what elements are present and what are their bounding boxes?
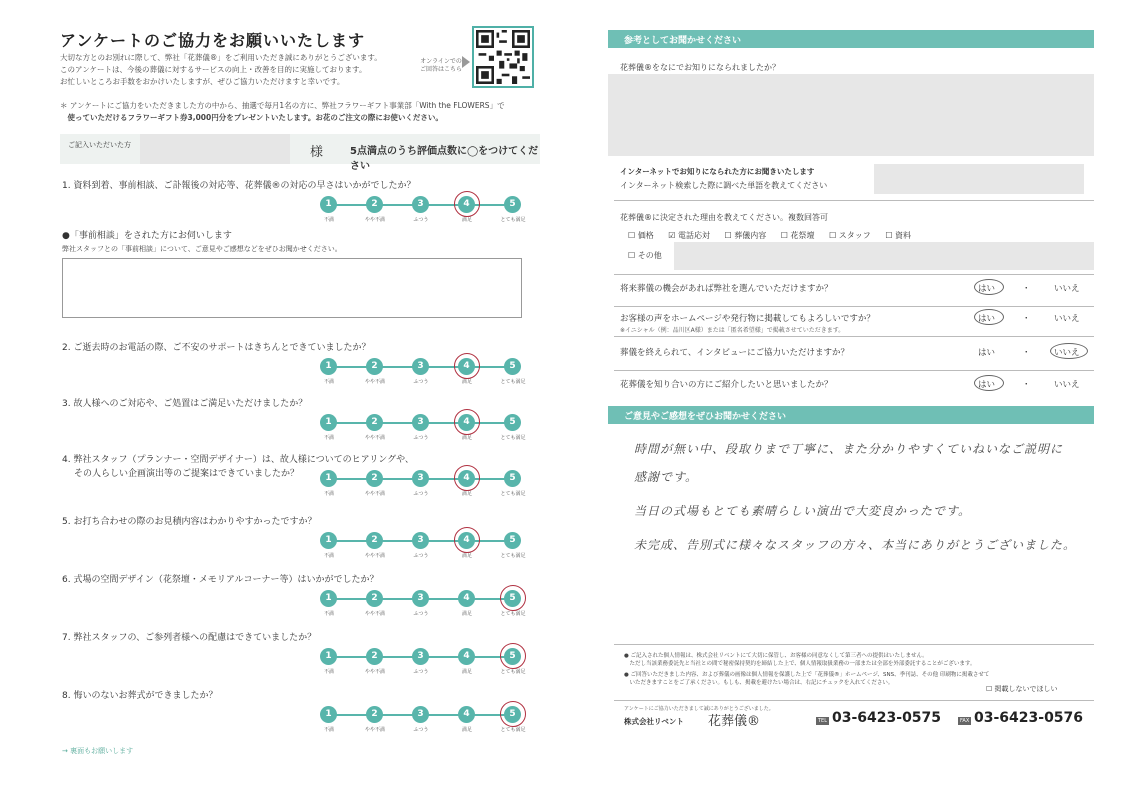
no-option[interactable]: いいえ xyxy=(1054,314,1080,324)
rating-scale xyxy=(320,196,526,226)
rating-instruction: 5点満点のうち評価点数に◯をつけてください xyxy=(350,146,539,172)
yes-option[interactable]: はい xyxy=(978,380,996,390)
rating-option-4[interactable]: 4 xyxy=(458,470,475,487)
internet-heading: インターネットでお知りになられた方にお聞きいたします xyxy=(620,167,815,176)
notice-line: ＊ アンケートにご協力をいただきました方の中から、抽選で毎月1名の方に、弊社フラワーギフト事業部「With the FLOWERS」で xyxy=(60,101,505,110)
rating-option-5[interactable]: 5 xyxy=(504,648,521,665)
rating-option-label: 満足 xyxy=(461,553,472,559)
rating-option-label: とても満足 xyxy=(500,217,526,223)
rating-option-4[interactable]: 4 xyxy=(458,196,475,213)
selected-rating-circle xyxy=(500,701,526,727)
separator: ・ xyxy=(1022,380,1031,390)
reason-other[interactable]: ☐ その他 xyxy=(628,251,662,260)
rating-option-4[interactable]: 4 xyxy=(458,358,475,375)
redacted-search-words[interactable] xyxy=(874,164,1084,194)
lottery-notice xyxy=(60,100,540,124)
rating-option-3[interactable]: 3 xyxy=(412,532,429,549)
question-text: 4. 弊社スタッフ（プランナー・空間デザイナー）は、故人様についてのヒアリングや、 xyxy=(62,455,414,465)
rating-option-1[interactable]: 1 xyxy=(320,414,337,431)
divider xyxy=(614,644,1094,645)
selected-rating-circle xyxy=(500,585,526,611)
qr-caption: オンラインでの ご回答はこちら xyxy=(420,58,463,73)
selected-answer-circle xyxy=(974,279,1004,295)
no-option[interactable]: いいえ xyxy=(1054,380,1080,390)
question-text: 8. 悔いのないお葬式ができましたか？ xyxy=(62,691,218,701)
divider xyxy=(614,274,1094,275)
notice-line: 使っていただけるフラワーギフト券3,000円分をプレゼントいたします。お花のご注文の際にお使いください。 xyxy=(60,113,443,122)
yes-no-question: 将来葬儀の機会があれば弊社を選んでいただけますか？ xyxy=(620,284,833,294)
rating-option-2[interactable]: 2 xyxy=(366,358,383,375)
rating-option-5[interactable]: 5 xyxy=(504,414,521,431)
rating-option-label: とても満足 xyxy=(500,727,526,733)
turn-over-note: → 裏面もお願いします xyxy=(62,747,134,755)
reference-band-title: 参考としてお聞かせください xyxy=(624,36,742,46)
rating-option-3[interactable]: 3 xyxy=(412,470,429,487)
privacy-line: ● ご回答いただきました内容、および葬儀の画像は個人情報を保護した上で「花葬儀®」ホームページ、SNS、季刊誌、その他 印刷物に掲載させて xyxy=(624,672,990,678)
rating-option-label: ふつう xyxy=(413,435,429,441)
rating-option-label: やや不満 xyxy=(364,379,385,385)
rating-option-3[interactable]: 3 xyxy=(412,414,429,431)
selected-rating-circle xyxy=(454,465,480,491)
consultation-prompt: 弊社スタッフとの「事前相談」について、ご意見やご感想などをぜひお聞かせください。 xyxy=(62,245,342,253)
rating-scale xyxy=(320,532,526,562)
intro-line: 大切な方とのお別れに際して、弊社「花葬儀®」をご利用いただき誠にありがとうございます。 xyxy=(60,53,382,62)
rating-option-2[interactable]: 2 xyxy=(366,532,383,549)
rating-option-label: やや不満 xyxy=(364,491,385,497)
do-not-publish-checkbox[interactable]: ☐ 掲載しないでほしい xyxy=(986,685,1058,693)
rating-option-label: 不満 xyxy=(323,727,334,733)
respondent-name-row xyxy=(60,134,540,172)
rating-option-5[interactable]: 5 xyxy=(504,532,521,549)
question-text: 2. ご逝去時のお電話の際、ご不安のサポートはきちんとできていましたか？ xyxy=(62,343,371,353)
rating-scale xyxy=(320,590,526,620)
rating-scale xyxy=(320,414,526,444)
rating-option-2[interactable]: 2 xyxy=(366,706,383,723)
rating-option-label: やや不満 xyxy=(364,217,385,223)
rating-option-label: ふつう xyxy=(413,553,429,559)
yes-no-question: 花葬儀を知り合いの方にご紹介したいと思いましたか？ xyxy=(620,380,833,390)
respondent-label: ご記入いただいた方 xyxy=(68,141,131,149)
redacted-other-reason[interactable] xyxy=(674,242,1094,270)
rating-option-4[interactable]: 4 xyxy=(458,414,475,431)
rating-option-2[interactable]: 2 xyxy=(366,470,383,487)
question-text: 6. 式場の空間デザイン（花祭壇・メモリアルコーナー等）はいかがでしたか？ xyxy=(62,575,379,585)
rating-option-label: 満足 xyxy=(461,435,472,441)
source-question: 花葬儀®をなにでお知りになられましたか？ xyxy=(620,63,780,72)
reason-phone[interactable]: ☑ 電話応対 xyxy=(668,231,710,240)
rating-option-1[interactable]: 1 xyxy=(320,706,337,723)
rating-option-2[interactable]: 2 xyxy=(366,196,383,213)
reason-content[interactable]: ☐ 葬儀内容 xyxy=(724,231,767,240)
rating-option-3[interactable]: 3 xyxy=(412,196,429,213)
privacy-line: いただきますことをご了承ください。もしも、掲載を避けたい場合は、右記にチェックを入れてください。 xyxy=(624,680,894,686)
rating-option-1[interactable]: 1 xyxy=(320,590,337,607)
question-text: 3. 故人様へのご対応や、ご処置はご満足いただけましたか？ xyxy=(62,399,308,409)
yes-no-question: 葬儀を終えられて、インタビューにご協力いただけますか？ xyxy=(620,348,849,358)
fax-number: 03-6423-0576 xyxy=(974,710,1084,726)
rating-option-label: 不満 xyxy=(323,379,334,385)
internet-question: インターネット検索した際に調べた単語を教えてください xyxy=(620,181,828,190)
reference-band xyxy=(608,30,1094,48)
rating-option-label: とても満足 xyxy=(500,491,526,497)
rating-option-3[interactable]: 3 xyxy=(412,706,429,723)
consultation-comment-box[interactable] xyxy=(62,258,522,318)
survey-back-page xyxy=(598,0,1138,800)
comments-band xyxy=(608,406,1094,424)
rating-option-1[interactable]: 1 xyxy=(320,358,337,375)
selected-answer-circle xyxy=(1050,343,1088,359)
arrow-icon xyxy=(462,56,470,68)
rating-option-5[interactable]: 5 xyxy=(504,590,521,607)
rating-option-label: ふつう xyxy=(413,379,429,385)
rating-option-5[interactable]: 5 xyxy=(504,470,521,487)
question-text: 5. お打ち合わせの際のお見積内容はわかりやすかったですか？ xyxy=(62,517,317,527)
rating-option-1[interactable]: 1 xyxy=(320,648,337,665)
intro-line: お忙しいところお手数をおかけいたしますが、ぜひご協力いただけますと幸いです。 xyxy=(60,77,345,86)
redacted-name-field[interactable] xyxy=(140,134,290,164)
rating-option-label: とても満足 xyxy=(500,435,526,441)
reason-price[interactable]: ☐ 価格 xyxy=(628,231,654,240)
rating-option-label: ふつう xyxy=(413,669,429,675)
rating-option-label: 不満 xyxy=(323,217,334,223)
selected-answer-circle xyxy=(974,375,1004,391)
honorific: 様 xyxy=(310,145,324,160)
rating-option-label: 不満 xyxy=(323,553,334,559)
redacted-source-answer[interactable] xyxy=(608,74,1094,156)
rating-option-label: ふつう xyxy=(413,217,429,223)
divider xyxy=(614,306,1094,307)
yes-option[interactable]: はい xyxy=(978,284,996,294)
question-text: 7. 弊社スタッフの、ご参列者様への配慮はできていましたか？ xyxy=(62,633,317,643)
divider xyxy=(614,336,1094,337)
rating-option-5[interactable]: 5 xyxy=(504,358,521,375)
rating-option-1[interactable]: 1 xyxy=(320,532,337,549)
rating-option-2[interactable]: 2 xyxy=(366,590,383,607)
rating-option-2[interactable]: 2 xyxy=(366,648,383,665)
divider xyxy=(614,200,1094,201)
rating-option-1[interactable]: 1 xyxy=(320,470,337,487)
rating-option-label: 満足 xyxy=(461,611,472,617)
handwritten-comment-line: 当日の式場もとても素晴らしい演出で大変良かったです。 xyxy=(634,504,972,518)
phone-number[interactable]: 03-6423-0575 xyxy=(832,710,942,726)
rating-option-label: 不満 xyxy=(323,491,334,497)
privacy-line: ● ご記入された個人情報は、株式会社リベントにて大切に保管し、お客様の同意なくして第三者への提供はいたしません。 xyxy=(624,653,928,659)
divider xyxy=(614,370,1094,371)
rating-scale xyxy=(320,358,526,388)
reason-materials[interactable]: ☐ 資料 xyxy=(885,231,912,240)
comments-band-title: ご意見やご感想をぜひお聞かせください xyxy=(624,412,787,422)
separator: ・ xyxy=(1022,284,1031,294)
separator: ・ xyxy=(1022,348,1031,358)
rating-option-label: 不満 xyxy=(323,435,334,441)
handwritten-comment-line: 感謝です。 xyxy=(634,470,699,484)
yes-no-question: お客様の声をホームページや発行物に掲載してもよろしいですか？ xyxy=(620,314,875,324)
tel-tag: TEL xyxy=(818,718,827,724)
handwritten-comment-line: 時間が無い中、段取りまで丁寧に、また分かりやすくていねいなご説明に xyxy=(634,442,1064,456)
rating-scale xyxy=(320,648,526,678)
rating-option-label: 満足 xyxy=(461,379,472,385)
reason-question: 花葬儀®に決定された理由を教えてください。複数回答可 xyxy=(620,213,828,222)
question-text-cont: その人らしい企画演出等のご提案はできていましたか？ xyxy=(74,469,300,479)
rating-option-3[interactable]: 3 xyxy=(412,648,429,665)
rating-option-label: 満足 xyxy=(461,727,472,733)
reason-checkboxes[interactable] xyxy=(628,230,923,241)
brand-logo: 花葬儀® xyxy=(708,714,761,729)
qr-code[interactable] xyxy=(472,26,534,88)
yes-option[interactable]: はい xyxy=(978,348,996,358)
selected-rating-circle xyxy=(454,191,480,217)
survey-title: アンケートのご協力をお願いいたします xyxy=(60,31,366,50)
rating-option-label: とても満足 xyxy=(500,379,526,385)
fax-tag: FAX xyxy=(960,718,970,724)
rating-option-label: ふつう xyxy=(413,727,429,733)
no-option[interactable]: いいえ xyxy=(1054,284,1080,294)
rating-scale xyxy=(320,470,526,500)
rating-option-label: やや不満 xyxy=(364,553,385,559)
reason-staff[interactable]: ☐ スタッフ xyxy=(829,231,871,240)
survey-front-page xyxy=(20,0,560,800)
rating-option-label: とても満足 xyxy=(500,553,526,559)
rating-option-5[interactable]: 5 xyxy=(504,706,521,723)
privacy-line: ただし当該業務委託先と当社との間で秘密保持契約を締結した上で、個人情報取扱業務の一部または全部を外部委託することがございます。 xyxy=(624,661,976,667)
rating-option-label: 満足 xyxy=(461,217,472,223)
rating-option-1[interactable]: 1 xyxy=(320,196,337,213)
rating-option-4[interactable]: 4 xyxy=(458,532,475,549)
rating-option-label: とても満足 xyxy=(500,669,526,675)
intro-line: このアンケートは、今後の葬儀に対するサービスの向上・改善を目的に実施しております。 xyxy=(60,65,367,74)
thanks-note: アンケートにご協力いただきまして誠にありがとうございました。 xyxy=(624,706,774,712)
rating-option-label: 不満 xyxy=(323,611,334,617)
rating-option-label: やや不満 xyxy=(364,727,385,733)
rating-option-label: ふつう xyxy=(413,611,429,617)
rating-option-2[interactable]: 2 xyxy=(366,414,383,431)
question-text: 1. 資料到着、事前相談、ご訃報後の対応等、花葬儀®の対応の早さはいかがでしたか？ xyxy=(62,181,416,191)
qr-code-icon xyxy=(476,30,530,84)
separator: ・ xyxy=(1022,314,1031,324)
rating-option-label: 不満 xyxy=(323,669,334,675)
selected-rating-circle xyxy=(454,353,480,379)
divider xyxy=(614,700,1094,701)
reason-altar[interactable]: ☐ 花祭壇 xyxy=(780,231,815,240)
rating-option-label: やや不満 xyxy=(364,669,385,675)
yes-option[interactable]: はい xyxy=(978,314,996,324)
rating-option-label: やや不満 xyxy=(364,611,385,617)
selected-answer-circle xyxy=(974,309,1004,325)
rating-option-5[interactable]: 5 xyxy=(504,196,521,213)
rating-scale xyxy=(320,706,526,736)
selected-rating-circle xyxy=(500,643,526,669)
selected-rating-circle xyxy=(454,527,480,553)
rating-option-label: とても満足 xyxy=(500,611,526,617)
consultation-heading: ●「事前相談」をされた方にお伺いします xyxy=(62,231,232,241)
rating-option-label: 満足 xyxy=(461,491,472,497)
rating-option-3[interactable]: 3 xyxy=(412,590,429,607)
selected-rating-circle xyxy=(454,409,480,435)
rating-option-3[interactable]: 3 xyxy=(412,358,429,375)
rating-option-label: ふつう xyxy=(413,491,429,497)
rating-option-4[interactable]: 4 xyxy=(458,648,475,665)
rating-option-label: やや不満 xyxy=(364,435,385,441)
yes-no-note: ※イニシャル（例：品川区A様）または「匿名希望様」で掲載させていただきます。 xyxy=(620,327,845,334)
company-name: 株式会社リベント xyxy=(624,717,684,726)
intro-text xyxy=(60,52,463,88)
no-option[interactable]: いいえ xyxy=(1054,348,1080,358)
handwritten-comment-line: 未完成、告別式に様々なスタッフの方々、本当にありがとうございました。 xyxy=(634,538,1077,552)
rating-option-label: 満足 xyxy=(461,669,472,675)
rating-option-4[interactable]: 4 xyxy=(458,706,475,723)
rating-option-4[interactable]: 4 xyxy=(458,590,475,607)
